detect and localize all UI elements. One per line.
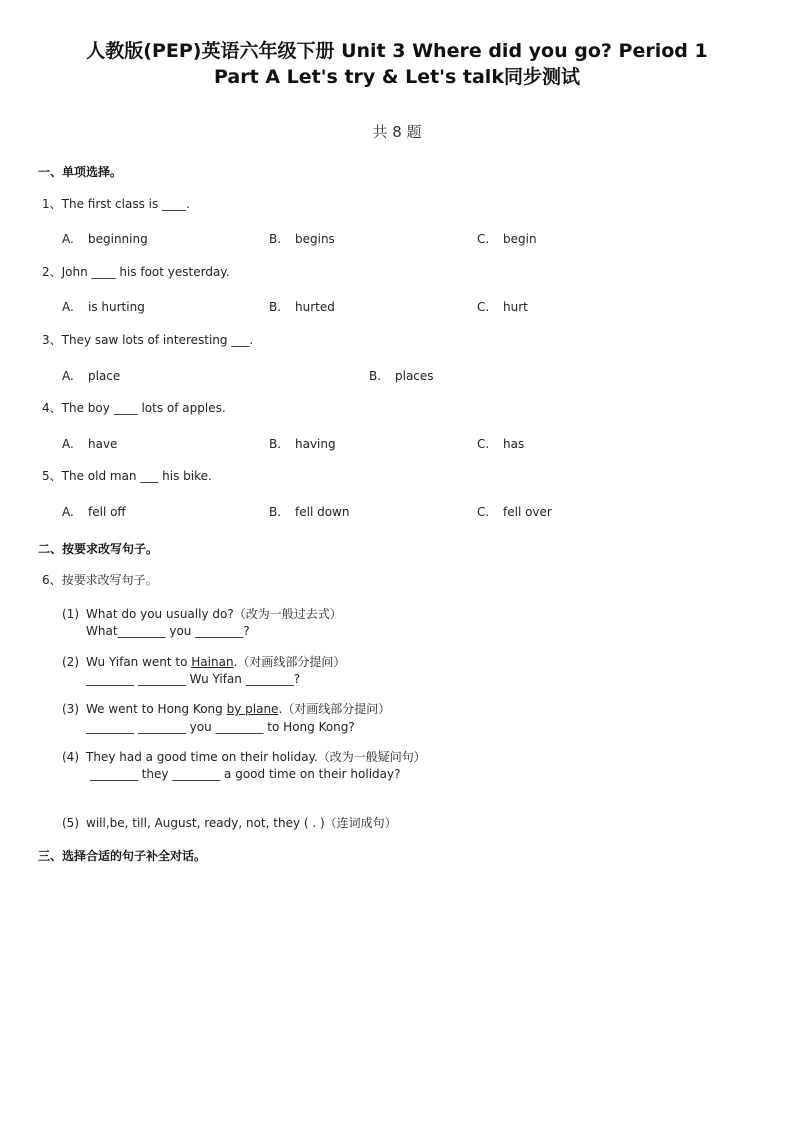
option-letter: B.	[369, 369, 382, 383]
item-number: (5)	[62, 816, 79, 830]
option-text: begins	[295, 232, 335, 246]
option-letter: C.	[477, 232, 490, 246]
option-letter: A.	[62, 300, 74, 314]
q4-option-b	[269, 437, 336, 451]
document-title-line-1: 人教版(PEP)英语六年级下册 Unit 3 Where did you go? Period 1	[86, 40, 708, 62]
option-letter: A.	[62, 369, 74, 383]
option-letter: B.	[269, 300, 282, 314]
rewrite-item-3-answer: ________ ________ you ________ to Hong Kong?	[86, 720, 355, 734]
question-4: 4、The boy ____ lots of apples.	[42, 401, 226, 415]
option-letter: B.	[269, 505, 282, 519]
rewrite-item-1-answer: What________ you ________?	[86, 624, 250, 638]
option-text: place	[88, 369, 121, 383]
q5-option-a	[62, 505, 126, 519]
option-letter: C.	[477, 300, 490, 314]
item-text-post: .（对画线部分提问）	[233, 655, 346, 669]
rewrite-item-2	[62, 653, 345, 670]
item-text-pre: Wu Yifan went to	[86, 655, 192, 669]
section-heading-3: 三、选择合适的句子补全对话。	[38, 849, 207, 863]
question-5: 5、The old man ___ his bike.	[42, 469, 212, 483]
q5-option-b	[269, 505, 349, 519]
section-heading-2: 二、按要求改写句子。	[38, 542, 159, 556]
document-title-line-2: Part A Let's try & Let's talk同步测试	[214, 66, 580, 88]
option-text: fell down	[295, 505, 350, 519]
option-text: having	[295, 437, 336, 451]
rewrite-item-1	[62, 605, 342, 622]
option-letter: B.	[269, 437, 282, 451]
underlined-phrase: Hainan	[191, 655, 234, 669]
q1-option-b	[269, 232, 335, 246]
option-letter: C.	[477, 505, 490, 519]
q2-option-a	[62, 300, 145, 314]
option-letter: C.	[477, 437, 490, 451]
item-text: What do you usually do?（改为一般过去式）	[86, 607, 342, 621]
option-text: begin	[503, 232, 537, 246]
item-number: (3)	[62, 702, 79, 716]
q2-option-c	[477, 300, 528, 314]
option-letter: B.	[269, 232, 282, 246]
q2-option-b	[269, 300, 335, 314]
q3-option-a	[62, 369, 120, 383]
option-text: has	[503, 437, 525, 451]
rewrite-item-5	[62, 814, 397, 831]
q4-option-c	[477, 437, 524, 451]
q5-option-c	[477, 505, 552, 519]
rewrite-item-3	[62, 700, 390, 717]
option-letter: A.	[62, 232, 74, 246]
rewrite-item-4	[62, 748, 426, 765]
option-text: places	[395, 369, 434, 383]
question-6: 6、按要求改写句子。	[42, 573, 158, 587]
q1-option-a	[62, 232, 148, 246]
rewrite-item-2-answer: ________ ________ Wu Yifan ________?	[86, 672, 301, 686]
option-text: is hurting	[88, 300, 145, 314]
option-text: have	[88, 437, 118, 451]
item-number: (2)	[62, 655, 79, 669]
option-letter: A.	[62, 505, 74, 519]
option-text: beginning	[88, 232, 148, 246]
item-number: (4)	[62, 750, 79, 764]
question-2: 2、John ____ his foot yesterday.	[42, 265, 230, 279]
underlined-phrase: by plane	[226, 702, 279, 716]
q1-option-c	[477, 232, 537, 246]
item-text-post: .（对画线部分提问）	[278, 702, 391, 716]
option-letter: A.	[62, 437, 74, 451]
option-text: hurted	[295, 300, 335, 314]
option-text: fell over	[503, 505, 552, 519]
option-text: hurt	[503, 300, 528, 314]
question-1: 1、The first class is ____.	[42, 197, 190, 211]
rewrite-item-4-answer: ________ they ________ a good time on their holiday?	[86, 767, 401, 781]
question-3: 3、They saw lots of interesting ___.	[42, 333, 254, 347]
item-text-pre: We went to Hong Kong	[86, 702, 227, 716]
section-heading-1: 一、单项选择。	[38, 165, 123, 179]
question-count: 共 8 题	[372, 123, 422, 141]
item-text: will,be, till, August, ready, not, they ( . )（连词成句）	[86, 816, 397, 830]
option-text: fell off	[88, 505, 126, 519]
q4-option-a	[62, 437, 117, 451]
item-text: They had a good time on their holiday.（改为一般疑问句）	[86, 750, 426, 764]
item-number: (1)	[62, 607, 79, 621]
q3-option-b	[369, 369, 434, 383]
